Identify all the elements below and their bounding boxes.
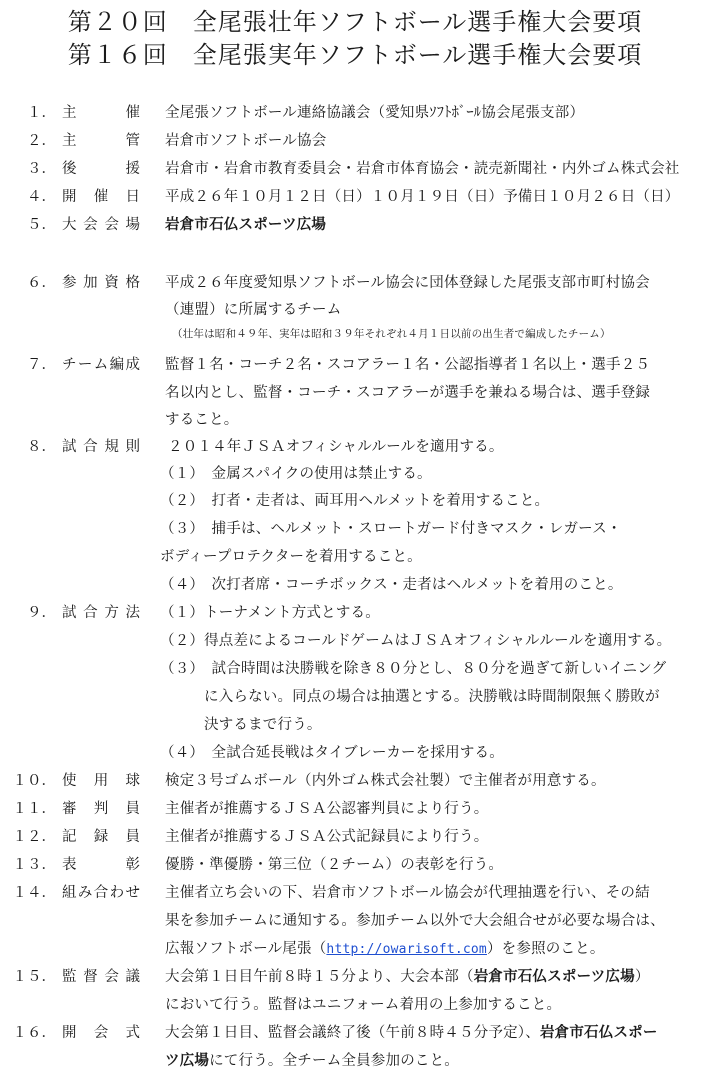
section-3-text: 岩倉市・岩倉市教育委員会・岩倉市体育協会・読売新聞社・内外ゴム株式会社 bbox=[165, 161, 680, 177]
section-16-text-2-post: にて行う。全チーム全員参加のこと。 bbox=[209, 1053, 460, 1069]
title-line-2: 第１６回 全尾張実年ソフトボール選手権大会要項 bbox=[67, 41, 643, 69]
section-6-text-1: 平成２６年度愛知県ソフトボール協会に団体登録した尾張支部市町村協会 bbox=[165, 275, 650, 291]
section-number: ４． bbox=[27, 189, 56, 205]
section-number: ７． bbox=[27, 357, 56, 373]
section-number: １６． bbox=[12, 1025, 56, 1041]
section-number: １１． bbox=[12, 801, 56, 817]
section-number: ９． bbox=[27, 605, 56, 621]
section-7-text-2: 名以内とし、監督・コーチ・スコアラーが選手を兼ねる場合は、選手登録 bbox=[165, 385, 651, 401]
section-9-item-4: （４） 全試合延長戦はタイブレーカーを採用する。 bbox=[160, 745, 504, 761]
section-15-label bbox=[8, 964, 140, 990]
section-9-item-1: （１）トーナメント方式とする。 bbox=[160, 605, 380, 621]
section-14-text-1: 主催者立ち会いの下、岩倉市ソフトボール協会が代理抽選を行い、その結 bbox=[165, 885, 650, 901]
section-1-text: 全尾張ソフトボール連絡協議会（愛知県ｿﾌﾄﾎﾞｰﾙ協会尾張支部） bbox=[165, 105, 585, 121]
section-15-text-1-pre: 大会第１日目午前８時１５分より、大会本部（ bbox=[165, 969, 474, 985]
title-line-1: 第２０回 全尾張壮年ソフトボール選手権大会要項 bbox=[67, 8, 643, 36]
section-14-text-3-post: ）を参照のこと。 bbox=[486, 941, 605, 957]
section-number: ６． bbox=[27, 275, 56, 291]
section-14-text-3-pre: 広報ソフトボール尾張（ bbox=[165, 941, 327, 957]
section-number: １２． bbox=[12, 829, 56, 845]
section-7-label bbox=[8, 352, 140, 378]
section-13-text: 優勝・準優勝・第三位（２チーム）の表彰を行う。 bbox=[165, 857, 504, 873]
section-15-text-2: において行う。監督はユニフォーム着用の上参加すること。 bbox=[165, 997, 562, 1013]
section-title: 主 催 bbox=[62, 105, 140, 121]
venue-name: 岩倉市石仏スポーツ広場 bbox=[473, 968, 635, 985]
section-8-item-1: （１） 金属スパイクの使用は禁止する。 bbox=[160, 466, 432, 482]
section-2-label bbox=[8, 128, 140, 154]
section-14-label bbox=[8, 880, 140, 906]
section-9-item-3-cont: に入らない。同点の場合は抽選とする。決勝戦は時間制限無く勝敗が bbox=[204, 689, 660, 705]
section-number: ８． bbox=[27, 439, 56, 455]
section-9-item-2: （２）得点差によるコールドゲームはＪＳＡオフィシャルルールを適用する。 bbox=[160, 633, 672, 649]
venue-name-cont: ツ広場 bbox=[165, 1052, 210, 1069]
section-number: ３． bbox=[27, 161, 56, 177]
section-title: 大会会場 bbox=[62, 217, 140, 233]
section-title: 主 管 bbox=[62, 133, 140, 149]
section-title: 監督会議 bbox=[62, 969, 140, 985]
section-number: ２． bbox=[27, 133, 56, 149]
section-8-item-4: （４） 次打者席・コーチボックス・走者はヘルメットを着用のこと。 bbox=[160, 577, 623, 593]
section-8-item-3: （３） 捕手は、ヘルメット・スロートガード付きマスク・レガース・ bbox=[160, 521, 622, 537]
section-title: 表 彰 bbox=[62, 857, 140, 873]
section-9-item-3-cont-2: 決するまで行う。 bbox=[204, 717, 322, 733]
section-11-label bbox=[8, 796, 140, 822]
section-title: 開催日 bbox=[62, 189, 140, 205]
section-number: １０． bbox=[12, 773, 56, 789]
section-9-label bbox=[8, 600, 140, 626]
section-16-text-1 bbox=[165, 1020, 658, 1046]
section-16-text-1-pre: 大会第１日目、監督会議終了後（午前８時４５分予定）、 bbox=[165, 1025, 540, 1041]
section-title: 審判員 bbox=[62, 801, 140, 817]
section-13-label bbox=[8, 852, 140, 878]
section-14-text-2: 果を参加チームに通知する。参加チーム以外で大会組合せが必要な場合は、 bbox=[165, 913, 665, 929]
section-title: 記録員 bbox=[62, 829, 140, 845]
section-12-text: 主催者が推薦するＪＳＡ公式記録員により行う。 bbox=[165, 829, 489, 845]
section-8-label bbox=[8, 434, 140, 460]
section-number: １． bbox=[27, 105, 56, 121]
section-15-text-1 bbox=[165, 964, 650, 990]
section-title: 後 援 bbox=[62, 161, 140, 177]
section-title: チーム編成 bbox=[62, 357, 140, 373]
section-6-text-2: （連盟）に所属するチーム bbox=[165, 302, 342, 318]
section-2-text: 岩倉市ソフトボール協会 bbox=[165, 133, 327, 149]
section-3-label bbox=[8, 156, 140, 182]
section-title: 開会式 bbox=[62, 1025, 140, 1041]
section-16-text-2 bbox=[165, 1048, 459, 1074]
section-7-text-3: すること。 bbox=[165, 412, 239, 428]
section-8-text: ２０１４年ＪＳＡオフィシャルルールを適用する。 bbox=[168, 439, 504, 455]
section-number: １３． bbox=[12, 857, 56, 873]
section-number: １５． bbox=[12, 969, 56, 985]
section-12-label bbox=[8, 824, 140, 850]
section-10-label bbox=[8, 768, 140, 794]
section-11-text: 主催者が推薦するＪＳＡ公認審判員により行う。 bbox=[165, 801, 489, 817]
section-title: 参加資格 bbox=[62, 275, 140, 291]
section-1-label bbox=[8, 100, 140, 126]
section-title: 組み合わせ bbox=[62, 885, 140, 901]
section-title: 試合方法 bbox=[62, 605, 140, 621]
section-title: 使用球 bbox=[62, 773, 140, 789]
venue-name: 岩倉市石仏スポー bbox=[539, 1024, 658, 1041]
section-4-text: 平成２６年１０月１２日（日）１０月１９日（日）予備日１０月２６日（日） bbox=[165, 189, 680, 205]
section-number: ５． bbox=[27, 217, 56, 233]
section-6-note: （壮年は昭和４９年、実年は昭和３９年それぞれ４月１日以前の出生者で編成したチーム） bbox=[172, 328, 611, 340]
section-number: １４． bbox=[12, 885, 56, 901]
section-14-text-3 bbox=[165, 936, 605, 963]
section-8-item-3-cont: ボディープロテクターを着用すること。 bbox=[160, 549, 422, 565]
section-4-label bbox=[8, 184, 140, 210]
section-7-text-1: 監督１名・コーチ２名・スコアラー１名・公認指導者１名以上・選手２５ bbox=[165, 357, 651, 373]
section-5-text: 岩倉市石仏スポーツ広場 bbox=[165, 216, 327, 233]
section-title: 試合規則 bbox=[62, 439, 140, 455]
section-5-label bbox=[8, 212, 140, 238]
section-9-item-3: （３） 試合時間は決勝戦を除き８０分とし、８０分を過ぎて新しいイニング bbox=[160, 661, 667, 677]
section-16-label bbox=[8, 1020, 140, 1046]
owarisoft-link[interactable]: http://owarisoft.com bbox=[326, 942, 487, 957]
section-15-text-1-post: ） bbox=[634, 969, 650, 985]
section-10-text: 検定３号ゴムボール（内外ゴム株式会社製）で主催者が用意する。 bbox=[165, 773, 606, 789]
section-8-item-2: （２） 打者・走者は、両耳用ヘルメットを着用すること。 bbox=[160, 493, 550, 509]
section-6-label bbox=[8, 270, 140, 296]
